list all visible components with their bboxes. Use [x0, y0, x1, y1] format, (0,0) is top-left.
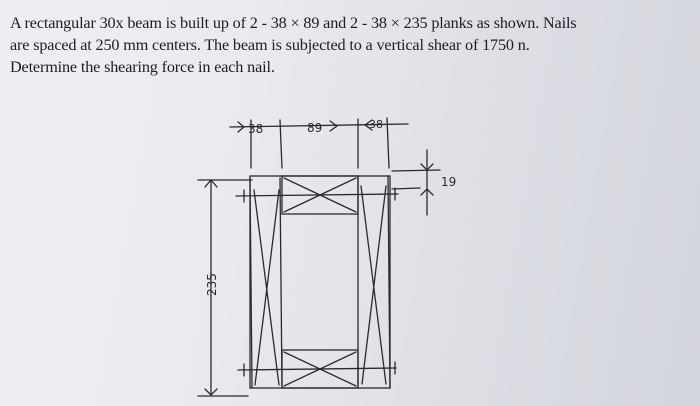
dim-label-right-flange: 38 [369, 118, 383, 131]
dim-label-web: 89 [307, 121, 323, 135]
left-plank-cross [254, 190, 279, 385]
dim-label-top-thickness: 19 [441, 175, 457, 189]
beam-outline [250, 176, 390, 388]
problem-line-3: Determine the shearing force in each nail. [10, 58, 275, 76]
top-dim-arrow-mid [330, 121, 337, 131]
thickness-ext-bottom [392, 188, 420, 189]
right-plank-cross [361, 186, 386, 384]
dim-label-left-flange: 38 [248, 122, 264, 136]
thickness-ext-top [392, 170, 440, 171]
problem-line-2: are spaced at 250 mm centers. The beam is subjected to a vertical shear of 1750 n. [10, 36, 530, 54]
problem-line-1: A rectangular 30x beam is built up of 2 - 38 × 89 and 2 - 38 × 235 planks as shown. Nails [10, 14, 577, 32]
top-ext-4 [387, 118, 389, 168]
dim-label-height: 235 [205, 273, 219, 296]
top-ext-2 [280, 120, 282, 168]
